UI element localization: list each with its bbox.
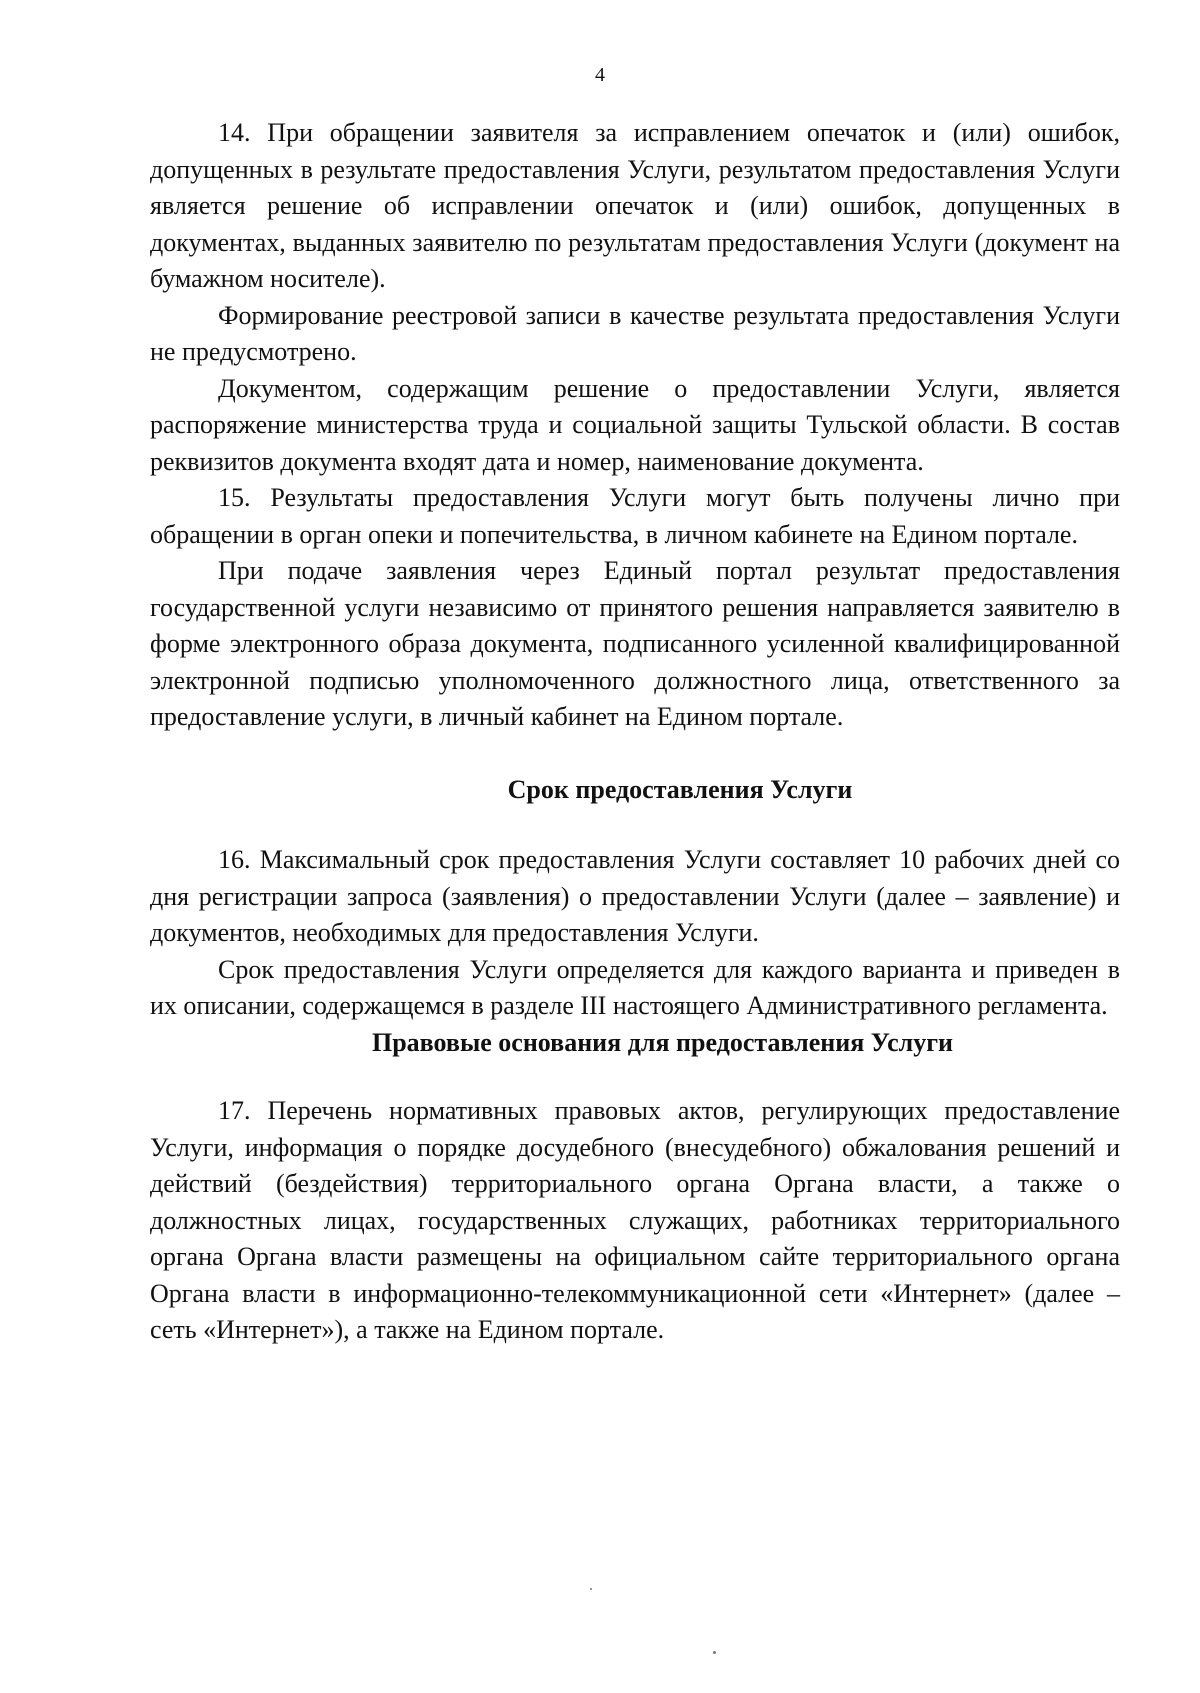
section-heading-legal-basis: Правовые основания для предоставления Услуги — [372, 1027, 953, 1057]
paragraph-decision-document: Документом, содержащим решение о предоставлении Услуги, является распоряжение министерства труда и социальной защиты Тульской области. В состав реквизитов документа входят дата и номер, наименование документа. — [150, 373, 1120, 476]
scan-speck — [590, 1588, 592, 1590]
paragraph-17: 17. Перечень нормативных правовых актов, регулирующих предоставление Услуги, информация о порядке досудебного (внесудебного) обжалования решений и действий (бездействия) территориального органа Органа власти, а также о должностных лицах, государственных служащих, работниках территориального органа Органа власти размещены на официальном сайте территориального органа Органа власти в информационно-телекоммуникационной сети «Интернет» (далее – сеть «Интернет»), а также на Едином портале. — [150, 1096, 1120, 1344]
document-body — [150, 115, 1120, 1349]
paragraph-14: 14. При обращении заявителя за исправлением опечаток и (или) ошибок, допущенных в результате предоставления Услуги, результатом предоставления Услуги является решение об исправлении опечаток и (или) ошибок, допущенных в документах, выданных заявителю по результатам предоставления Услуги (документ на бумажном носителе). — [150, 118, 1120, 293]
paragraph-registry-record: Формирование реестровой записи в качестве результата предоставления Услуги не предусмотрено. — [150, 300, 1120, 366]
page-number: 4 — [595, 64, 605, 86]
scan-speck — [713, 1651, 716, 1654]
paragraph-term-variant: Срок предоставления Услуги определяется для каждого варианта и приведен в их описании, содержащемся в разделе III настоящего Административного регламента. — [150, 954, 1120, 1020]
paragraph-16: 16. Максимальный срок предоставления Услуги составляет 10 рабочих дней со дня регистрации запроса (заявления) о предоставлении Услуги (далее – заявление) и документов, необходимых для предоставления Услуги. — [150, 845, 1120, 947]
paragraph-15: 15. Результаты предоставления Услуги могут быть получены лично при обращении в орган опеки и попечительства, в личном кабинете на Едином портале. — [150, 483, 1120, 549]
paragraph-portal-result: При подаче заявления через Единый портал результат предоставления государственной услуги независимо от принятого решения направляется заявителю в форме электронного образа документа, подписанного усиленной квалифицированной электронной подписью уполномоченного должностного лица, ответственного за предоставление услуги, в личный кабинет на Едином портале. — [150, 556, 1120, 731]
section-heading-term: Срок предоставления Услуги — [507, 774, 853, 804]
